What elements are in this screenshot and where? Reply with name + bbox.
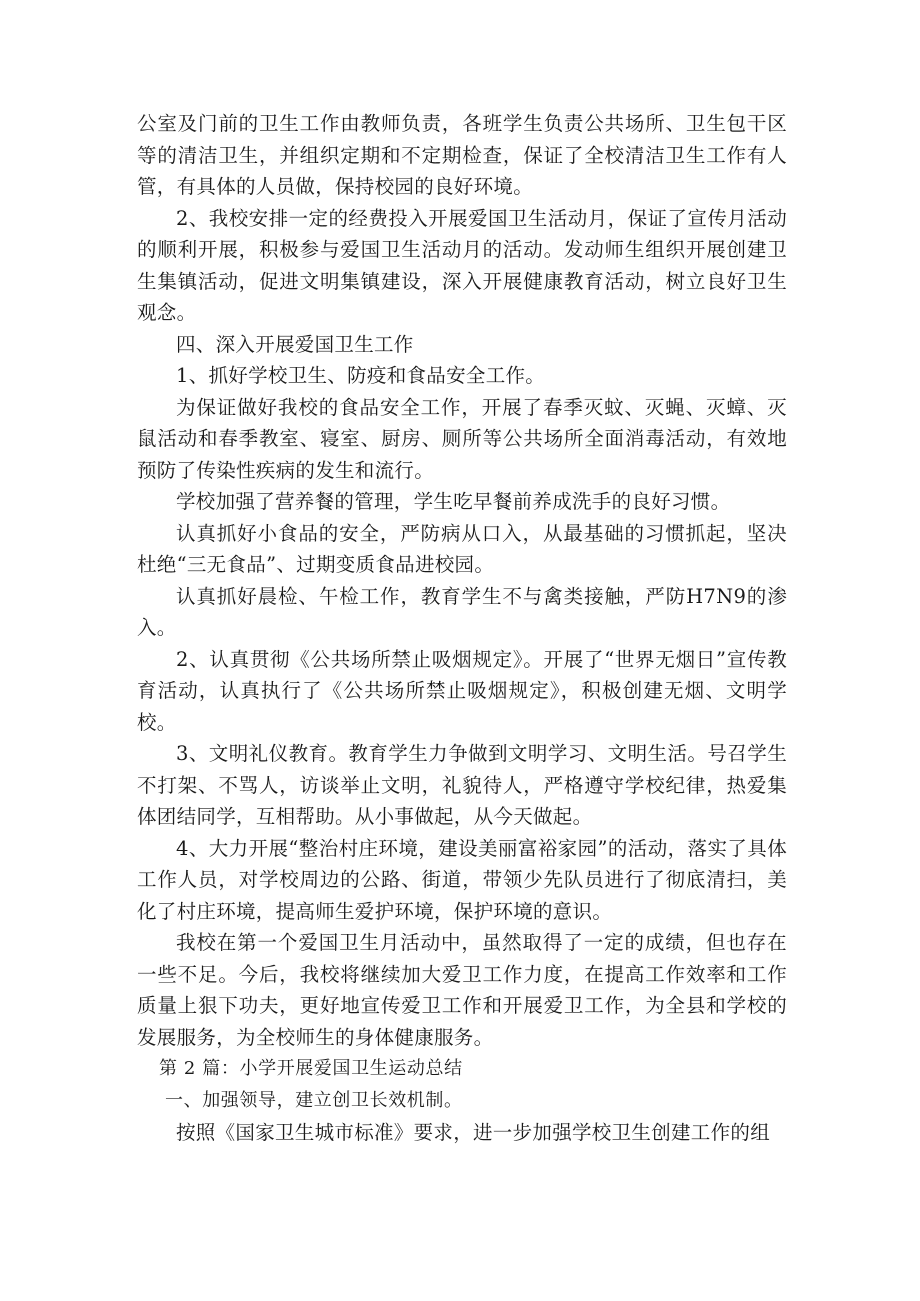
paragraph-food-safety: 为保证做好我校的食品安全工作，开展了春季灭蚊、灭蝇、灭蟑、灭鼠活动和春季教室、寝室、厨房、厕所等公共场所全面消毒活动，有效地预防了传染性疾病的发生和流行。: [137, 395, 787, 482]
paragraph-1: 公室及门前的卫生工作由教师负责，各班学生负责公共场所、卫生包干区等的清洁卫生，并组织定期和不定期检查，保证了全校清洁卫生工作有人管，有具体的人员做，保持校园的良好环境。: [137, 112, 787, 198]
paragraph-conclusion: 我校在第一个爱国卫生月活动中，虽然取得了一定的成绩，但也存在一些不足。今后，我校将继续加大爱卫工作力度，在提高工作效率和工作质量上狠下功夫，更好地宣传爱卫工作和开展爱卫工作，为全县和学校的发展服务，为全校师生的身体健康服务。: [137, 931, 787, 1049]
paragraph-nutrition: 学校加强了营养餐的管理，学生吃早餐前养成洗手的良好习惯。: [176, 490, 731, 513]
paragraph-no-smoking: 2、认真贯彻《公共场所禁止吸烟规定》。开展了“世界无烟日”宣传教育活动，认真执行了《公共场所禁止吸烟规定》，积极创建无烟、文明学校。: [137, 647, 787, 734]
paragraph-village: 4、大力开展“整治村庄环境，建设美丽富裕家园”的活动，落实了具体工作人员，对学校周边的公路、街道，带领少先队员进行了彻底清扫，美化了村庄环境，提高师生爱护环境，保护环境的意识。: [137, 836, 787, 923]
document-page: [137, 108, 787, 1149]
paragraph-etiquette: 3、文明礼仪教育。教育学生力争做到文明学习、文明生活。号召学生不打架、不骂人，访谈举止文明，礼貌待人，严格遵守学校纪律，热爱集体团结同学，互相帮助。从小事做起，从今天做起。: [137, 742, 787, 828]
subheading-1: 1、抓好学校卫生、防疫和食品安全工作。: [176, 364, 546, 387]
paragraph-morning-check: 认真抓好晨检、午检工作，教育学生不与禽类接触，严防H7N9的渗入。: [137, 584, 787, 639]
paragraph-standards: 按照《国家卫生城市标准》要求，进一步加强学校卫生创建工作的组: [176, 1121, 771, 1144]
article-2-section-1: 一、加强领导，建立创卫长效机制。: [165, 1090, 463, 1111]
paragraph-2: 2、我校安排一定的经费投入开展爱国卫生活动月，保证了宣传月活动的顺利开展，积极参与爱国卫生活动月的活动。发动师生组织开展创建卫生集镇活动，促进文明集镇建设，深入开展健康教育活动，树立良好卫生观念。: [137, 206, 787, 324]
paragraph-snacks: 认真抓好小食品的安全，严防病从口入，从最基础的习惯抓起，坚决杜绝“三无食品”、过期变质食品进校园。: [137, 521, 787, 576]
section-heading-4: 四、深入开展爱国卫生工作: [176, 332, 414, 356]
article-2-title: 第 2 篇：小学开展爱国卫生运动总结: [159, 1058, 463, 1079]
